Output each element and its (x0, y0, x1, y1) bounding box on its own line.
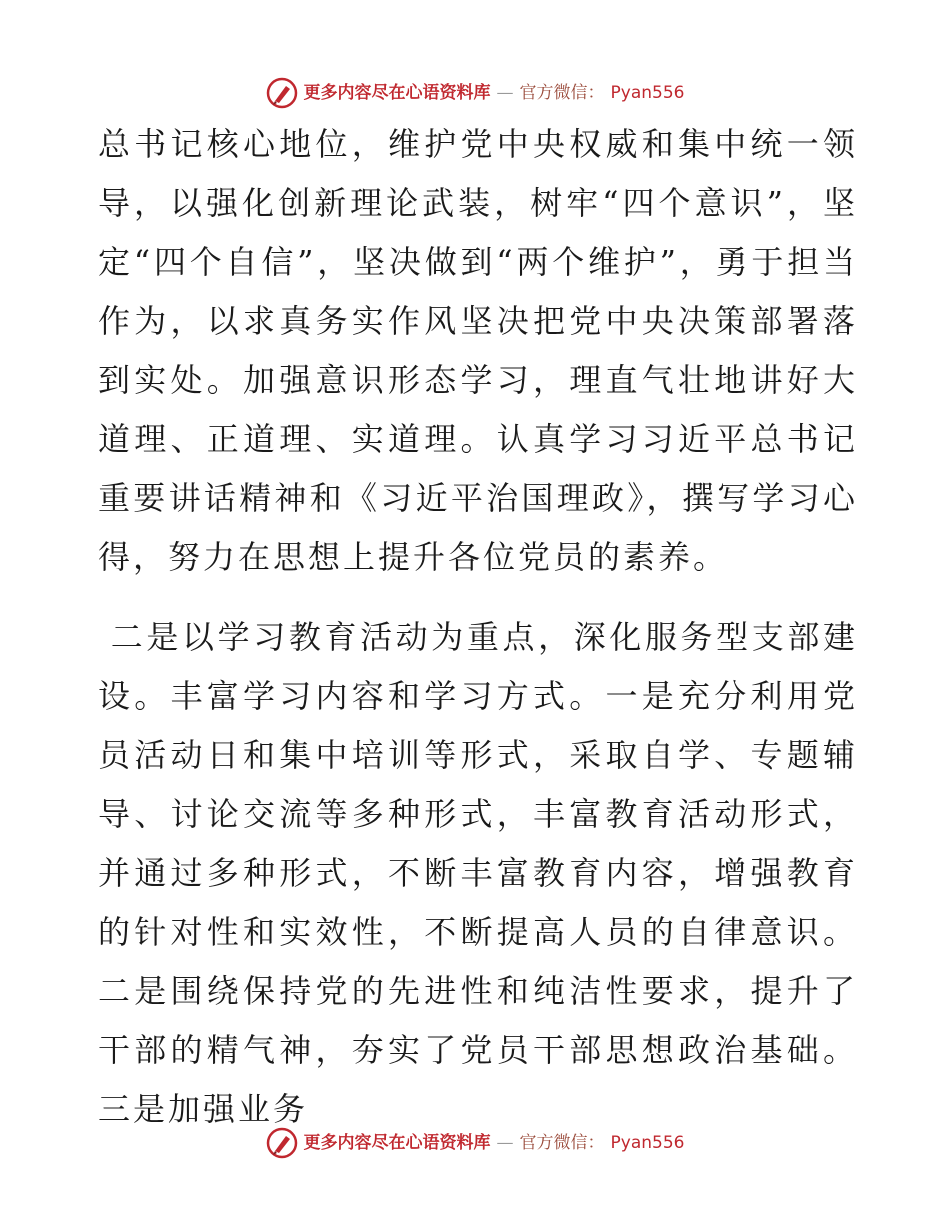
watermark-brand: 更多内容尽在心语资料库 (303, 1133, 491, 1153)
watermark-account: Pyan556 (610, 83, 685, 103)
watermark-separator: — (496, 1133, 514, 1153)
paragraph: 二是以学习教育活动为重点，深化服务型支部建设。丰富学习内容和学习方式。一是充分利用党员活动日和集中培训等形式，采取自学、专题辅导、讨论交流等多种形式，丰富教育活动形式，并通过多种形式，不断丰富教育内容，增强教育的针对性和实效性，不断提高人员的自律意识。二是围绕保持党的先进性和纯洁性要求，提升了干部的精气神，夯实了党员干部思想政治基础。三是加强业务 (98, 618, 858, 1128)
paragraph: 总书记核心地位，维护党中央权威和集中统一领导，以强化创新理论武装，树牢“四个意识”，坚定“四个自信”，坚决做到“两个维护”，勇于担当作为，以求真务实作风坚决把党中央决策部署落到实处。加强意识形态学习，理直气壮地讲好大道理、正道理、实道理。认真学习习近平总书记重要讲话精神和《习近平治国理政》，撰写学习心得，努力在思想上提升各位党员的素养。 (98, 125, 858, 576)
quill-pen-icon (266, 1127, 298, 1159)
watermark-wechat-label: 官方微信： (519, 1133, 605, 1153)
watermark-separator: — (496, 83, 514, 103)
watermark-brand: 更多内容尽在心语资料库 (303, 83, 491, 103)
header-watermark (0, 77, 950, 109)
watermark-wechat-label: 官方微信： (519, 83, 605, 103)
footer-watermark (0, 1127, 950, 1159)
watermark-account: Pyan556 (610, 1133, 685, 1153)
quill-pen-icon (266, 77, 298, 109)
document-body (98, 115, 858, 1139)
